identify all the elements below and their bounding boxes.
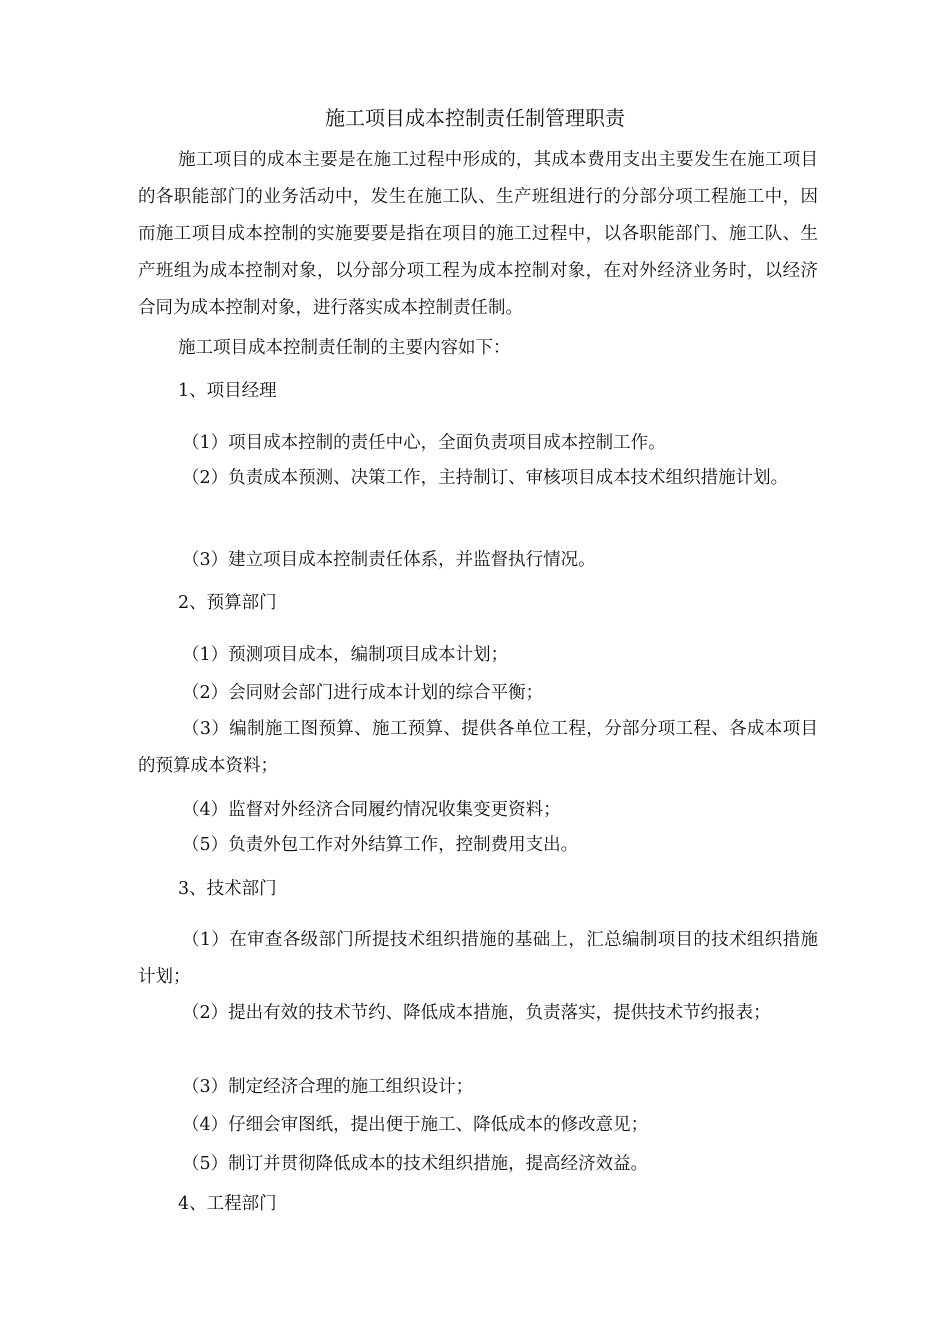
section-heading: 1、项目经理 <box>178 381 277 401</box>
document-title: 施工项目成本控制责任制管理职责 <box>325 106 625 130</box>
list-item: （5）制订并贯彻降低成本的技术组织措施，提高经济效益。 <box>182 1154 649 1174</box>
list-item: （2）负责成本预测、决策工作，主持制订、审核项目成本技术组织措施计划。 <box>182 468 789 488</box>
list-item: （3）建立项目成本控制责任体系，并监督执行情况。 <box>182 550 596 570</box>
list-item: （4）仔细会审图纸，提出便于施工、降低成本的修改意见； <box>182 1115 649 1135</box>
list-item: （1）预测项目成本，编制项目成本计划； <box>182 645 509 665</box>
list-item: （5）负责外包工作对外结算工作，控制费用支出。 <box>182 835 579 855</box>
list-item: （1）在审查各级部门所提技术组织措施的基础上，汇总编制项目的技术组织措施计划； <box>138 930 818 987</box>
list-item: （4）监督对外经济合同履约情况收集变更资料； <box>182 800 561 820</box>
list-item: （3）编制施工图预算、施工预算、提供各单位工程，分部分项工程、各成本项目的预算成本资料； <box>138 719 818 776</box>
lead-paragraph: 施工项目成本控制责任制的主要内容如下： <box>178 338 511 358</box>
list-item: （2）会同财会部门进行成本计划的综合平衡； <box>182 683 544 703</box>
section-heading: 2、预算部门 <box>178 593 277 613</box>
intro-paragraph: 施工项目的成本主要是在施工过程中形成的，其成本费用支出主要发生在施工项目的各职能部门的业务活动中，发生在施工队、生产班组进行的分部分项工程施工中，因而施工项目成本控制的实施要要是指在项目的施工过程中，以各职能部门、施工队、生产班组为成本控制对象，以分部分项工程为成本控制对象，在对外经济业务时，以经济合同为成本控制对象，进行落实成本控制责任制。 <box>138 150 818 318</box>
list-item: （2）提出有效的技术节约、降低成本措施，负责落实，提供技术节约报表； <box>182 1003 771 1023</box>
section-heading: 3、技术部门 <box>178 879 277 899</box>
list-item: （3）制定经济合理的施工组织设计； <box>182 1077 474 1097</box>
section-heading: 4、工程部门 <box>178 1194 277 1214</box>
list-item: （1）项目成本控制的责任中心，全面负责项目成本控制工作。 <box>182 433 666 453</box>
